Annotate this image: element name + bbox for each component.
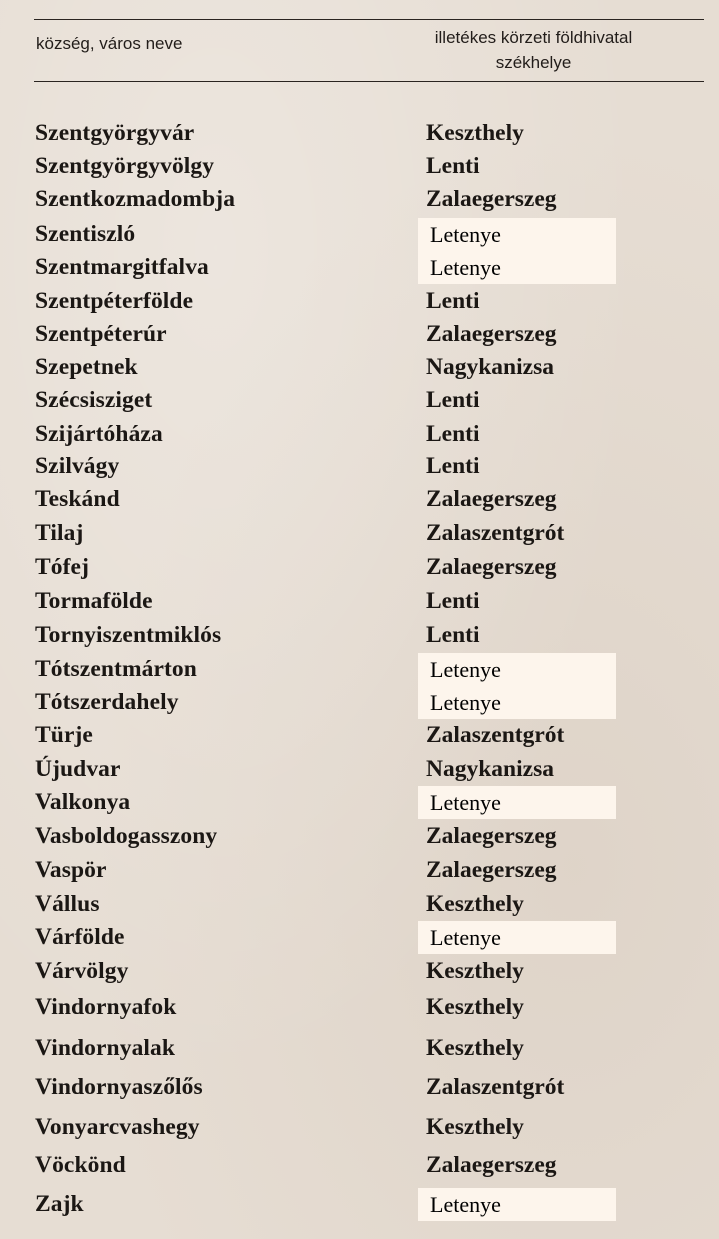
town-name: Vonyarcvashegy (35, 1114, 200, 1140)
land-office-seat: Nagykanizsa (426, 354, 554, 380)
town-name: Újudvar (35, 756, 121, 782)
town-name: Tófej (35, 554, 90, 580)
town-name: Várvölgy (35, 958, 129, 984)
land-office-seat: Keszthely (426, 120, 524, 146)
town-name: Teskánd (35, 486, 120, 512)
table-row (0, 1071, 719, 1104)
table-row (0, 820, 719, 853)
land-office-seat: Zalaszentgrót (426, 722, 565, 748)
town-name: Szentpéterfölde (35, 288, 194, 314)
table-row (0, 1032, 719, 1065)
table-row (0, 786, 719, 819)
land-office-seat: Lenti (426, 453, 480, 479)
town-name: Tornyiszentmiklós (35, 622, 222, 648)
table-row (0, 450, 719, 483)
town-name: Szécsisziget (35, 387, 153, 413)
table-row (0, 921, 719, 954)
town-name: Valkonya (35, 789, 131, 815)
land-office-seat: Letenye (418, 653, 616, 686)
town-name: Vöckönd (35, 1152, 126, 1178)
land-office-seat: Letenye (418, 786, 616, 819)
town-name: Türje (35, 722, 93, 748)
town-name: Vasboldogasszony (35, 823, 218, 849)
town-name: Vindornyalak (35, 1035, 176, 1061)
land-office-seat: Lenti (426, 622, 480, 648)
column-header-office-line2: székhelye (495, 53, 572, 72)
table-row (0, 1111, 719, 1144)
land-office-seat: Zalaegerszeg (426, 321, 557, 347)
town-name: Szentiszló (35, 221, 136, 247)
table-row (0, 351, 719, 384)
land-office-seat: Zalaszentgrót (426, 520, 565, 546)
land-office-seat: Zalaszentgrót (426, 1074, 565, 1100)
land-office-seat: Keszthely (426, 1035, 524, 1061)
town-name: Vállus (35, 891, 100, 917)
land-office-seat: Keszthely (426, 1114, 524, 1140)
land-office-seat: Zalaegerszeg (426, 486, 557, 512)
land-office-seat: Letenye (418, 218, 616, 251)
table-row (0, 1149, 719, 1182)
table-row (0, 117, 719, 150)
town-name: Zajk (35, 1191, 84, 1217)
table-row (0, 686, 719, 719)
table-row (0, 418, 719, 451)
header-bottom-rule (34, 81, 704, 82)
table-row (0, 517, 719, 550)
column-header-town: község, város neve (36, 34, 183, 53)
table-row (0, 753, 719, 786)
land-office-seat: Lenti (426, 421, 480, 447)
land-office-seat: Zalaegerszeg (426, 186, 557, 212)
land-office-seat: Letenye (418, 1188, 616, 1221)
land-office-seat: Letenye (418, 686, 616, 719)
column-header-office-line1: illetékes körzeti földhivatal (434, 28, 633, 47)
town-name: Szentgyörgyvölgy (35, 153, 215, 179)
town-name: Szepetnek (35, 354, 138, 380)
town-name: Szijártóháza (35, 421, 163, 447)
town-name: Várfölde (35, 924, 125, 950)
land-office-seat: Nagykanizsa (426, 756, 554, 782)
table-row (0, 150, 719, 183)
table-row (0, 719, 719, 752)
town-name: Szentpéterúr (35, 321, 167, 347)
land-office-seat: Letenye (418, 251, 616, 284)
table-row (0, 888, 719, 921)
land-office-seat: Lenti (426, 153, 480, 179)
land-office-seat: Keszthely (426, 891, 524, 917)
land-office-seat: Keszthely (426, 958, 524, 984)
table-row (0, 619, 719, 652)
town-name: Tilaj (35, 520, 84, 546)
town-name: Vindornyafok (35, 994, 177, 1020)
table-row (0, 551, 719, 584)
town-name: Vaspör (35, 857, 107, 883)
town-name: Vindornyaszőlős (35, 1074, 203, 1100)
land-office-seat: Keszthely (426, 994, 524, 1020)
table-row (0, 991, 719, 1024)
table-row (0, 585, 719, 618)
table-row (0, 1188, 719, 1221)
table-row (0, 955, 719, 988)
land-office-seat: Lenti (426, 588, 480, 614)
town-name: Szentmargitfalva (35, 254, 209, 280)
table-row (0, 318, 719, 351)
column-header-office (396, 25, 671, 75)
town-name: Tótszerdahely (35, 689, 179, 715)
land-office-seat: Zalaegerszeg (426, 554, 557, 580)
land-office-seat: Letenye (418, 921, 616, 954)
table-row (0, 483, 719, 516)
town-name: Tormafölde (35, 588, 153, 614)
table-row (0, 384, 719, 417)
land-office-seat: Zalaegerszeg (426, 857, 557, 883)
table-row (0, 251, 719, 284)
header-top-rule (34, 19, 704, 20)
land-office-seat: Zalaegerszeg (426, 1152, 557, 1178)
town-name: Szilvágy (35, 453, 120, 479)
town-name: Tótszentmárton (35, 656, 197, 682)
table-row (0, 653, 719, 686)
table-row (0, 218, 719, 251)
table-row (0, 854, 719, 887)
town-name: Szentkozmadombja (35, 186, 236, 212)
town-name: Szentgyörgyvár (35, 120, 195, 146)
land-office-seat: Lenti (426, 387, 480, 413)
table-row (0, 285, 719, 318)
land-office-seat: Lenti (426, 288, 480, 314)
land-office-seat: Zalaegerszeg (426, 823, 557, 849)
table-row (0, 183, 719, 216)
